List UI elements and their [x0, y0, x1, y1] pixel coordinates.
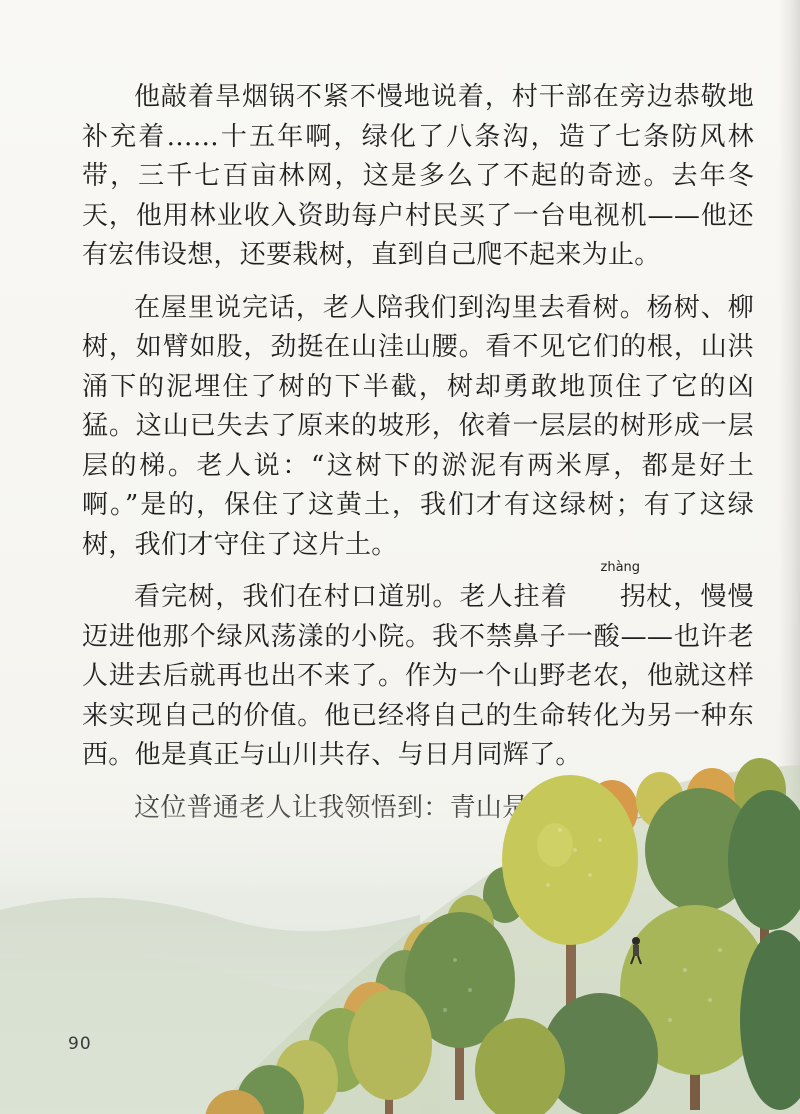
paragraph-3-part-1: 看完树，我们在村口道别。老人拄着	[134, 582, 568, 612]
paragraph-1: 他敲着旱烟锅不紧不慢地说着，村干部在旁边恭敬地补充着……十五年啊，绿化了八条沟，造了七条防风林带，三千七百亩林网，这是多么了不起的奇迹。去年冬天，他用林业收入资助每户村民买了一台电视机——他还有宏伟设想，还要栽树，直到自己爬不起来为止。	[82, 82, 754, 270]
paragraph-2: 在屋里说完话，老人陪我们到沟里去看树。杨树、柳树，如臂如股，劲挺在山洼山腰。看不见它们的根，山洪涌下的泥埋住了树的下半截，树却勇敢地顶住了它的凶猛。这山已失去了原来的坡形，依着一层层的树形成一层层的梯。老人说：“这树下的淤泥有两米厚，都是好土啊。”是的，保住了这黄土，我们才有这绿树；有了这绿树，我们才守住了这片土。	[82, 292, 754, 560]
paragraph-3-part-2: ，慢慢迈进他那个绿风荡漾的小院。我不禁鼻子一酸——也许老人进去后就再也出不来了。作为一个山野老农，他就这样来实现自己的价值。他已经将自己的生命转化为另一种东西。他是真正与山川共存、与日月同辉了。	[82, 582, 754, 770]
forest-illustration	[0, 660, 800, 1114]
annotated-word-base: 拐杖	[620, 582, 673, 612]
annotated-word	[568, 560, 673, 618]
pinyin-annotation: zhàng	[600, 560, 641, 575]
page-number: 90	[68, 1034, 92, 1054]
